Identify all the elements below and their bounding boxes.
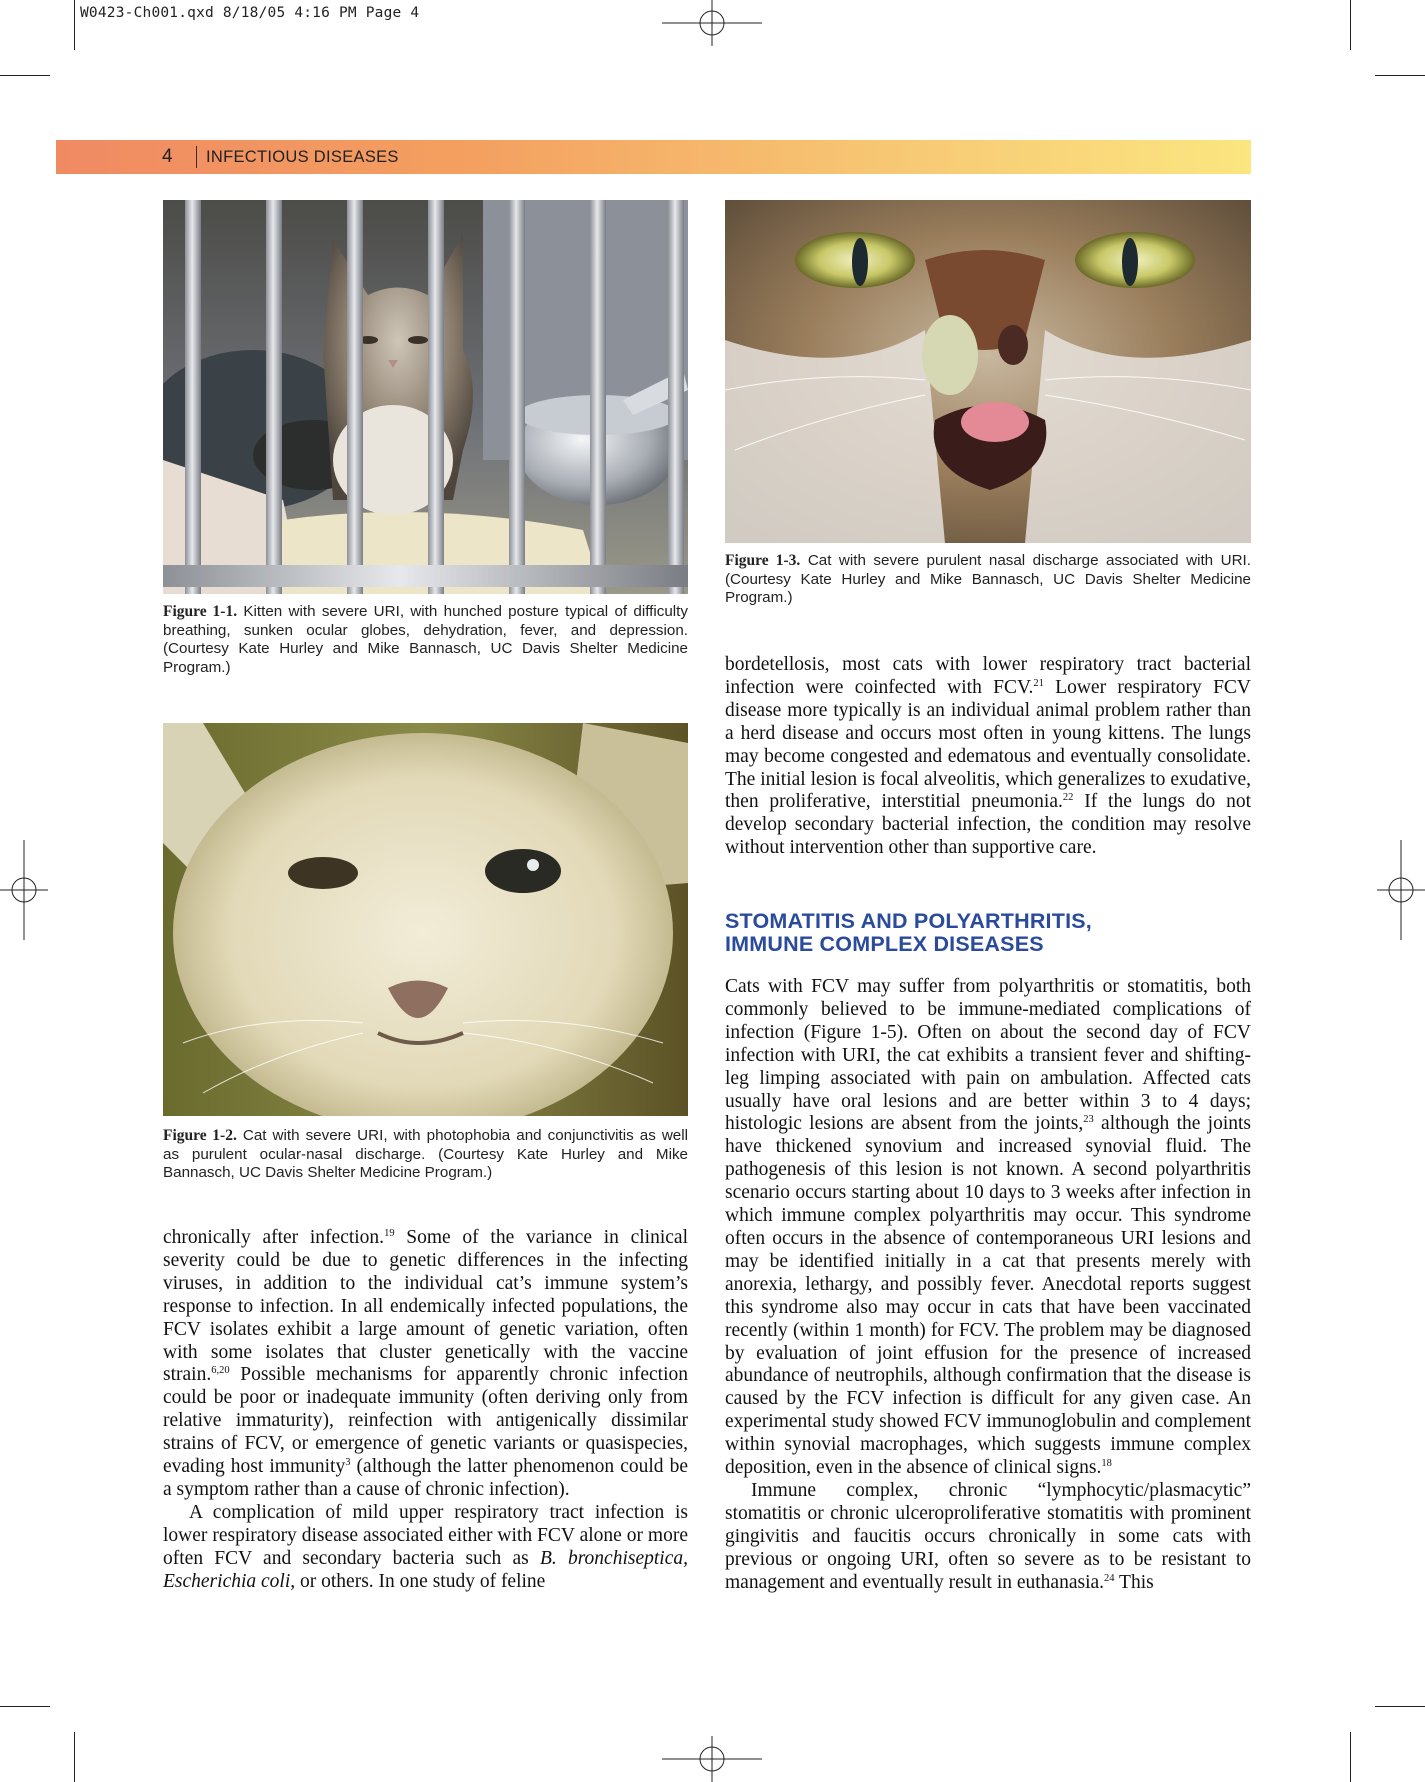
figure-1-3-caption xyxy=(725,552,1251,608)
left-column-text xyxy=(163,1227,688,1594)
reference: 19 xyxy=(384,1228,395,1239)
figure-1-2-caption xyxy=(163,1127,688,1183)
registration-mark-top xyxy=(662,0,762,46)
paragraph: Immune complex, chronic “lymphocytic/plasmacytic” stomatitis or chronic ulceroproliferative stomatitis with prominent gingivitis and faucitis occurs chronically in some cats with previous or ongoing URI, often so severe as to be resistant to management and eventually result in euthanasia.$^{24}$ This xyxy=(725,1479,1251,1593)
paragraph: chronically after infection.$^{19}$ Some of the variance in clinical severity could be due to genetic differences in the infecting viruses, in addition to the individual cat’s immune system’s response to infection. In all endemically infected populations, the FCV isolates exhibit a large amount of genetic variation, often with some isolates that cluster genetically with the vaccine strain.$^{6,20}$ Possible mechanisms for apparently chronic infection could be poor or inadequate immunity (often deriving only from relative immaturity), reinfection with antigenically dissimilar strains of FCV, or emergence of genetic variants or quasispecies, evading host immunity$^3$ (although the latter phenomenon could be a symptom rather than a cause of chronic infection). xyxy=(163,1227,688,1500)
page-number: 4 xyxy=(162,146,173,167)
reference: 18 xyxy=(1101,1458,1112,1470)
right-column-text-top xyxy=(725,654,1251,860)
slug-line: W0423-Ch001.qxd 8/18/05 4:16 PM Page 4 xyxy=(80,5,420,21)
section-heading: STOMATITIS AND POLYARTHRITIS, IMMUNE COMPLEX DISEASES xyxy=(725,909,1092,956)
figure-1-1-photo xyxy=(163,200,688,594)
reference: 23 xyxy=(1083,1114,1094,1126)
paragraph: bordetellosis, most cats with lower respiratory tract bacterial infection were coinfected with FCV.$^{21}$ Lower respiratory FCV disease more typically is an individual animal problem rather than a herd disease and occurs most often in young kittens. The lungs may become congested and edematous and eventually consolidate. The initial lesion is focal alveolitis, which generalizes to exudative, then proliferative, interstitial pneumonia.$^{22}$ If the lungs do not develop secondary bacterial infection, the condition may resolve without intervention other than supportive care. xyxy=(725,654,1252,859)
figure-1-1-caption xyxy=(163,603,688,677)
figure-label: Figure 1-2. xyxy=(163,1127,237,1144)
reference: 21 xyxy=(1033,677,1044,689)
registration-mark-left xyxy=(0,840,48,940)
paragraph: Cats with FCV may suffer from polyarthritis or stomatitis, both commonly believed to be immune-mediated complications of infection (Figure 1-5). Often on about the second day of FCV infection with URI, the cat exhibits a transient fever and shifting-leg limping associated with pain on ambulation. Affected cats usually have oral lesions and are better within 3 to 4 days; histologic lesions are absent from the joints,$^{23}$ although the joints have thickened synovium and increased synovial fluid. The pathogenesis of this lesion is not known. A second polyarthritis scenario occurs starting about 10 days to 3 weeks after infection in which immune complex polyarthritis may occur. This syndrome often occurs in the absence of contemporaneous URI lesions and may be identified initially in a cat that presents merely with anorexia, lethargy, and possibly fever. Anecdotal reports suggest this syndrome also may occur in cats that have been vaccinated recently (within 1 month) for FCV. The problem may be diagnosed by evaluation of joint effusion for the presence of increased abundance of neutrophils, although confirmation that the disease is caused by the FCV infection is difficult for any given case. An experimental study showed FCV immunoglobulin and complement within synovial macrophages, which suggests immune complex deposition, even in the absence of clinical signs.$^{18}$ xyxy=(725,976,1251,1479)
running-header xyxy=(56,140,1251,174)
running-title: INFECTIOUS DISEASES xyxy=(206,148,399,166)
figure-label: Figure 1-3. xyxy=(725,552,801,569)
reference: 6,20 xyxy=(211,1365,230,1377)
reference: 24 xyxy=(1104,1572,1115,1584)
caption-text: Cat with severe URI, with photophobia and conjunctivitis as well as purulent ocular-nasal discharge. (Courtesy Kate Hurley and Mike Bannasch, UC Davis Shelter Medicine Program.) xyxy=(163,1127,688,1182)
paragraph: A complication of mild upper respiratory tract infection is lower respiratory disease associated either with FCV alone or more often FCV and secondary bacteria such as B. bronchiseptica, Escherichia coli, or others. In one study of feline xyxy=(163,1501,688,1592)
registration-mark-right xyxy=(1377,840,1425,940)
reference: 3 xyxy=(345,1457,351,1469)
caption-text: Kitten with severe URI, with hunched posture typical of difficulty breathing, sunken ocular globes, dehydration, fever, and depression. (Courtesy Kate Hurley and Mike Bannasch, UC Davis Shelter Medicine Program.) xyxy=(163,603,688,676)
reference: 22 xyxy=(1062,792,1074,804)
right-column-text-bottom xyxy=(725,976,1251,1594)
header-divider xyxy=(196,146,197,168)
figure-1-3-photo xyxy=(725,200,1251,543)
caption-text: Cat with severe purulent nasal discharge associated with URI. (Courtesy Kate Hurley and Mike Bannasch, UC Davis Shelter Medicine Program.) xyxy=(725,552,1251,607)
figure-1-2-photo xyxy=(163,723,688,1116)
registration-mark-bottom xyxy=(662,1736,762,1782)
figure-label: Figure 1-1. xyxy=(163,603,238,620)
